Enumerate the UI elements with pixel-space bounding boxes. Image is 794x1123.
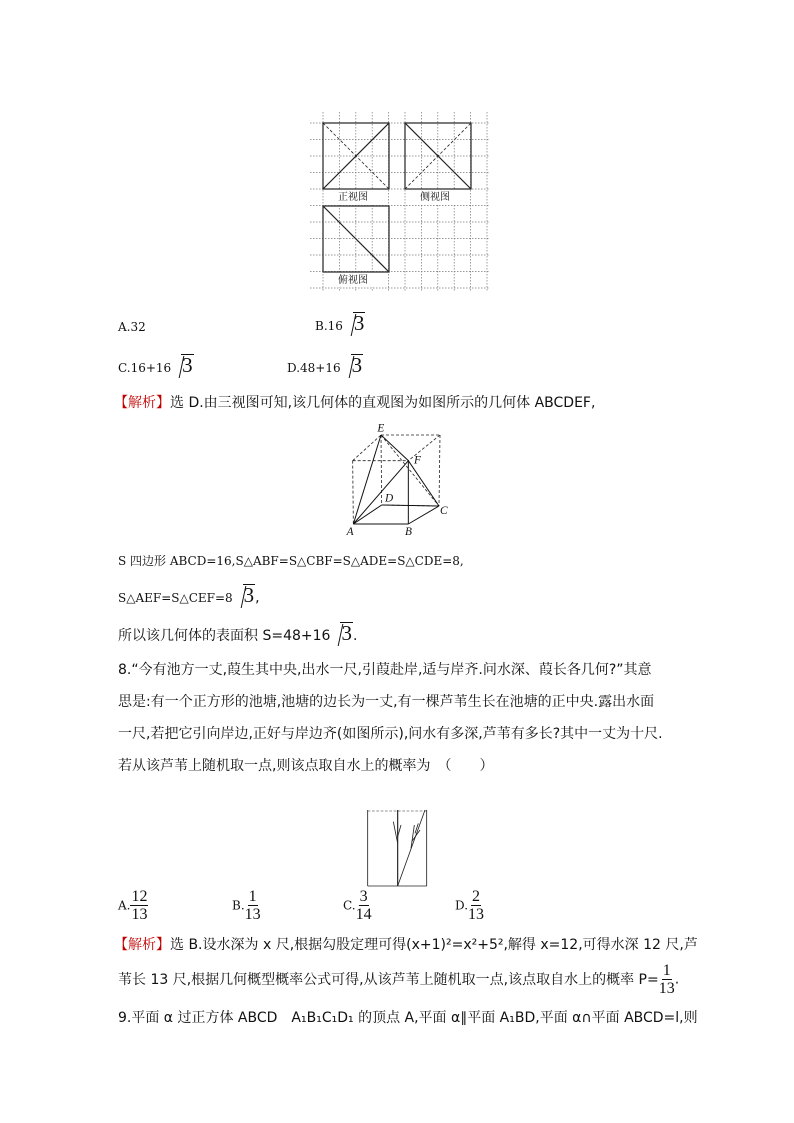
q8-option-d: D. $\frac{2}{13}$ — [455, 888, 485, 923]
top-view-label: 俯视图 — [338, 275, 368, 286]
q8-line-4: 若从该芦苇上随机取一点,则该点取自水上的概率为 （ ） — [118, 758, 494, 774]
q8-analysis-line2: 苇长 13 尺,根据几何概型概率公式可得,从该芦苇上随机取一点,该点取自水上的概率 P= $\frac{1}{13}$ . — [118, 962, 680, 997]
side-view-label: 侧视图 — [420, 192, 450, 203]
q8-line-1: 8.“今有池方一丈,葭生其中央,出水一尺,引葭赴岸,适与岸齐.问水深、葭长各几何?”其意 — [118, 662, 652, 678]
three-views-figure — [310, 112, 490, 292]
vertex-a-label: A — [346, 526, 354, 538]
q8-option-b: B. $\frac{1}{13}$ — [232, 888, 261, 923]
q7-analysis-line3: 所以该几何体的表面积 S=48+16 3. — [118, 621, 358, 645]
vertex-c-label: C — [440, 505, 448, 517]
vertex-e-label: E — [377, 422, 385, 435]
front-view-label: 正视图 — [338, 192, 368, 203]
solid-figure — [340, 420, 460, 540]
q8-analysis-line1: 【解析】选 B.设水深为 x 尺,根据勾股定理可得(x+1)²=x²+5²,解得 x=12,可得水深 12 尺,芦 — [114, 937, 698, 953]
q8-line-3: 一尺,若把它引向岸边,正好与岸边齐(如图所示),问水有多深,芦苇有多长?其中一丈为十尺. — [118, 726, 663, 742]
q7-analysis-line1: S 四边形 ABCD=16,S△ABF=S△CBF=S△ADE=S△CDE=8, — [118, 554, 464, 568]
q7-option-d: D.48+16 3 — [287, 353, 363, 377]
q8-option-c: C. $\frac{3}{14}$ — [343, 888, 372, 923]
q7-option-c: C.16+16 3 — [118, 353, 193, 377]
q7-analysis-line2: S△AEF=S△CEF=8 3, — [118, 583, 260, 607]
reed-pond-figure — [355, 810, 445, 890]
q9-line-1: 9.平面 α 过正方体 ABCD A₁B₁C₁D₁ 的顶点 A,平面 α∥平面 A₁BD,平面 α∩平面 ABCD=l,则 — [118, 1010, 698, 1026]
vertex-b-label: B — [405, 526, 412, 538]
vertex-d-label: D — [385, 492, 394, 505]
q7-option-a: A.32 — [118, 320, 146, 334]
q8-line-2: 思是:有一个正方形的池塘,池塘的边长为一丈,有一棵芦苇生长在池塘的正中央.露出水面 — [118, 694, 655, 710]
q8-option-a: A. $\frac{12}{13}$ — [118, 888, 148, 923]
q7-option-b: B.16 3 — [315, 311, 365, 335]
vertex-f-label: F — [414, 454, 421, 467]
q7-analysis-intro: 【解析】选 D.由三视图可知,该几何体的直观图为如图所示的几何体 ABCDEF, — [114, 395, 596, 411]
